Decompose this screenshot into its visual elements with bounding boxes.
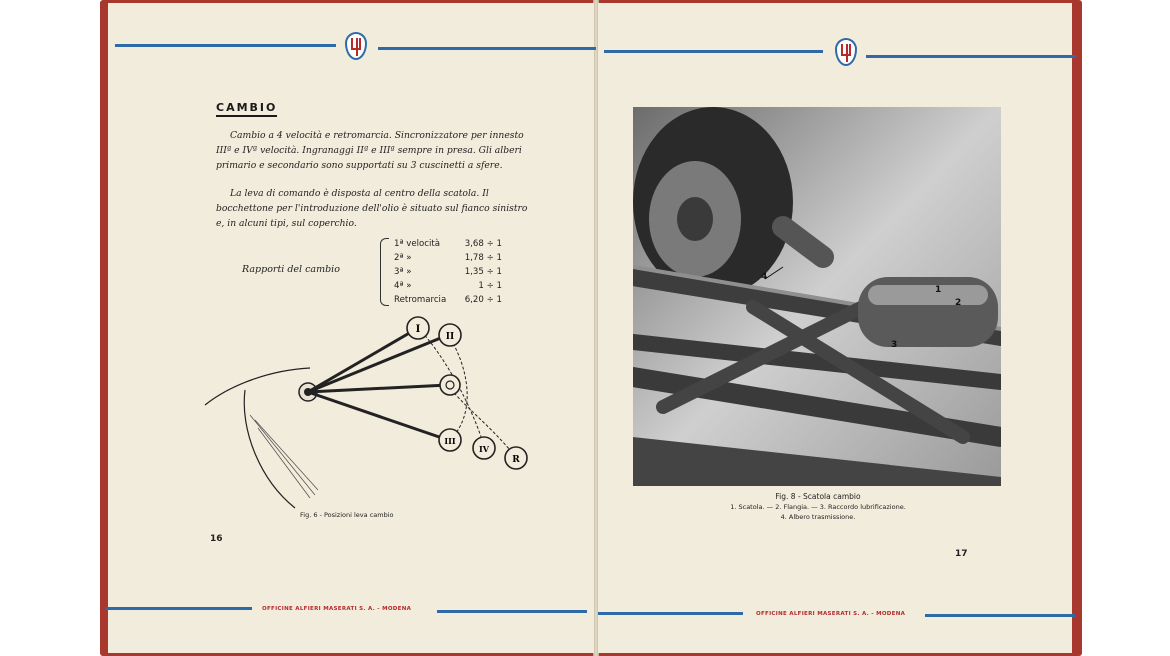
- figure-6-caption: Fig. 6 - Posizioni leva cambio: [300, 511, 394, 519]
- footer-rule-left-b: [437, 610, 587, 613]
- photo-label-2: 2: [955, 298, 962, 308]
- gear-lever-diagram: [200, 310, 540, 510]
- footer-text-right: OFFICINE ALFIERI MASERATI S. A. - MODENA: [756, 611, 906, 617]
- ratios-brace: [380, 238, 389, 306]
- body-outline: [205, 368, 310, 405]
- knob-I: [407, 317, 429, 339]
- page-number-left: 16: [210, 534, 223, 544]
- knob-R: [505, 447, 527, 469]
- footer-rule-right-a: [598, 612, 743, 615]
- knob-III: [439, 429, 461, 451]
- photo-label-1: 1: [935, 285, 942, 295]
- lever-shaft-1: [308, 328, 418, 392]
- page-number-right: 17: [955, 549, 968, 559]
- gear-ratio-table: [392, 237, 504, 307]
- footer-text-left: OFFICINE ALFIERI MASERATI S. A. - MODENA: [262, 606, 412, 612]
- table-row: 1ª velocità 3,68 ÷ 1: [394, 239, 502, 249]
- ratios-label: Rapporti del cambio: [242, 264, 340, 275]
- body-curve: [244, 390, 295, 508]
- svg-text:R: R: [512, 455, 520, 465]
- header-rule-right: [378, 47, 596, 50]
- knob-II: [439, 324, 461, 346]
- knob-IV: [473, 437, 495, 459]
- table-row: Retromarcia 6,20 ÷ 1: [394, 295, 502, 305]
- table-row: 3ª » 1,35 ÷ 1: [394, 267, 502, 277]
- header-rule-left-2: [604, 50, 823, 53]
- header-rule-right-2: [866, 55, 1076, 58]
- hatch-lines: [250, 415, 318, 498]
- paragraph-1: Cambio a 4 velocità e retromarcia. Sincronizzatore per innesto IIIª e IVª velocità. Ingranaggi IIª e IIIª sempre in presa. Gli alberi primario e secondario sono supportati su 3 cuscinetti a sfere.: [216, 130, 524, 171]
- header-rule-left: [115, 44, 336, 47]
- chassis-photo: [633, 107, 1001, 486]
- shift-paths: [418, 328, 515, 456]
- table-row: 4ª » 1 ÷ 1: [394, 281, 502, 291]
- photo-label-3: 3: [891, 340, 898, 350]
- paragraph-2: La leva di comando è disposta al centro della scatola. Il bocchettone per l'introduzione dell'olio è situato sul fianco sinistro e, in alcuni tipi, sul coperchio.: [216, 188, 528, 229]
- lever-shaft-4: [308, 392, 448, 440]
- figure-8-legend-2: 4. Albero trasmissione.: [780, 513, 856, 521]
- figure-8-caption: [668, 492, 968, 523]
- svg-text:IV: IV: [479, 444, 489, 454]
- photo-label-4: 4: [761, 272, 768, 282]
- section-title: CAMBIO: [216, 101, 277, 117]
- lever-shaft-2: [308, 335, 448, 392]
- figure-8-title: Fig. 8 - Scatola cambio: [775, 492, 861, 501]
- svg-text:III: III: [444, 436, 456, 446]
- footer-rule-right-b: [925, 614, 1075, 617]
- footer-rule-left-a: [105, 607, 252, 610]
- knob-neutral: [440, 375, 460, 395]
- table-row: 2ª » 1,78 ÷ 1: [394, 253, 502, 263]
- svg-text:II: II: [445, 332, 455, 342]
- lever-shaft-3: [308, 385, 448, 392]
- svg-text:I: I: [415, 324, 421, 335]
- figure-8-legend: 1. Scatola. — 2. Flangia. — 3. Raccordo lubrificazione.: [730, 503, 906, 511]
